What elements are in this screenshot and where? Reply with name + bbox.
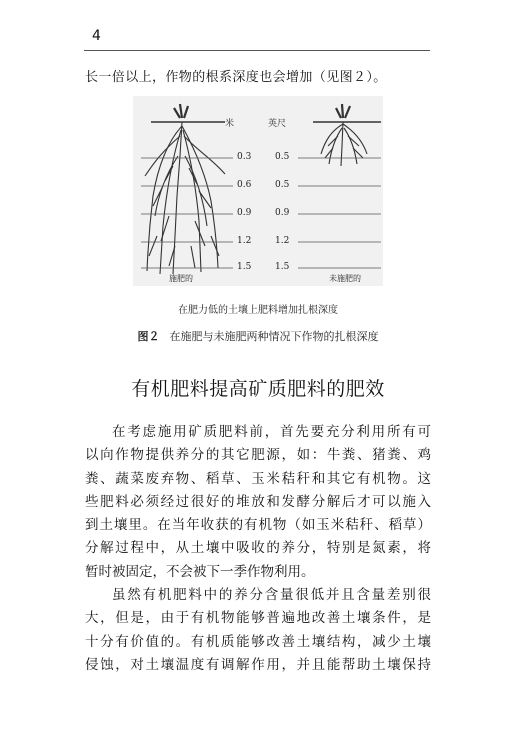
depth-label-left: 0.3 <box>237 152 252 162</box>
paragraph-line: 虽然有机肥料中的养分含量很低并且含量差别很 <box>112 587 431 604</box>
figure-subcaption: 在肥力低的土壤上肥料增加扎根深度 <box>178 305 338 316</box>
unfertilized-label: 未施肥的 <box>329 274 361 283</box>
figure-caption-text: 在施肥与未施肥两种情况下作物的扎根深度 <box>169 330 379 343</box>
paragraph-line: 以向作物提供养分的其它肥源，如：牛粪、猪粪、鸡 <box>85 447 431 464</box>
unit-label-right: 英尺 <box>268 119 287 129</box>
depth-label-right: 1.2 <box>275 236 290 246</box>
depth-label-right: 1.5 <box>275 262 290 272</box>
root-depth-figure <box>133 96 383 286</box>
figure-caption <box>0 328 516 344</box>
paragraph-line: 十分有价值的。有机质能够改善土壤结构，减少土壤 <box>85 633 431 650</box>
body-text <box>85 421 431 677</box>
depth-label-right: 0.5 <box>275 180 290 190</box>
paragraph-line: 暂时被固定，不会被下一季作物利用。 <box>85 563 315 580</box>
depth-label-left: 0.6 <box>237 180 252 190</box>
unit-label-left: 米 <box>225 119 235 129</box>
page-number: 4 <box>92 28 101 44</box>
paragraph-line: 侵蚀，对土壤温度有调解作用，并且能帮助土壤保持 <box>85 656 431 673</box>
root-illustration <box>133 96 383 286</box>
intro-line: 长一倍以上，作物的根系深度也会增加（见图２）。 <box>85 70 387 85</box>
depth-label-right: 0.9 <box>275 208 290 218</box>
fertilized-label: 施肥的 <box>169 274 193 283</box>
depth-label-left: 1.2 <box>237 236 252 246</box>
section-heading: 有机肥料提高矿质肥料的肥效 <box>131 378 385 400</box>
figure-number: 图２ <box>137 330 160 343</box>
header-rule <box>84 50 430 51</box>
paragraph-line: 大，但是，由于有机物能够普遍地改善土壤条件，是 <box>85 610 431 627</box>
depth-label-right: 0.5 <box>275 152 290 162</box>
depth-label-left: 0.9 <box>237 208 252 218</box>
paragraph-line: 些肥料必须经过很好的堆放和发酵分解后才可以施入 <box>85 493 431 510</box>
paragraph-line: 分解过程中，从土壤中吸收的养分，特别是氮素，将 <box>85 540 431 557</box>
paragraph-line: 到土壤里。在当年收获的有机物（如玉米秸秆、稻草） <box>85 517 431 534</box>
depth-label-left: 1.5 <box>237 262 252 272</box>
paragraph-line: 在考虑施用矿质肥料前，首先要充分利用所有可 <box>112 424 431 440</box>
paragraph-line: 粪、蔬菜废弃物、稻草、玉米秸秆和其它有机物。这 <box>85 470 431 487</box>
